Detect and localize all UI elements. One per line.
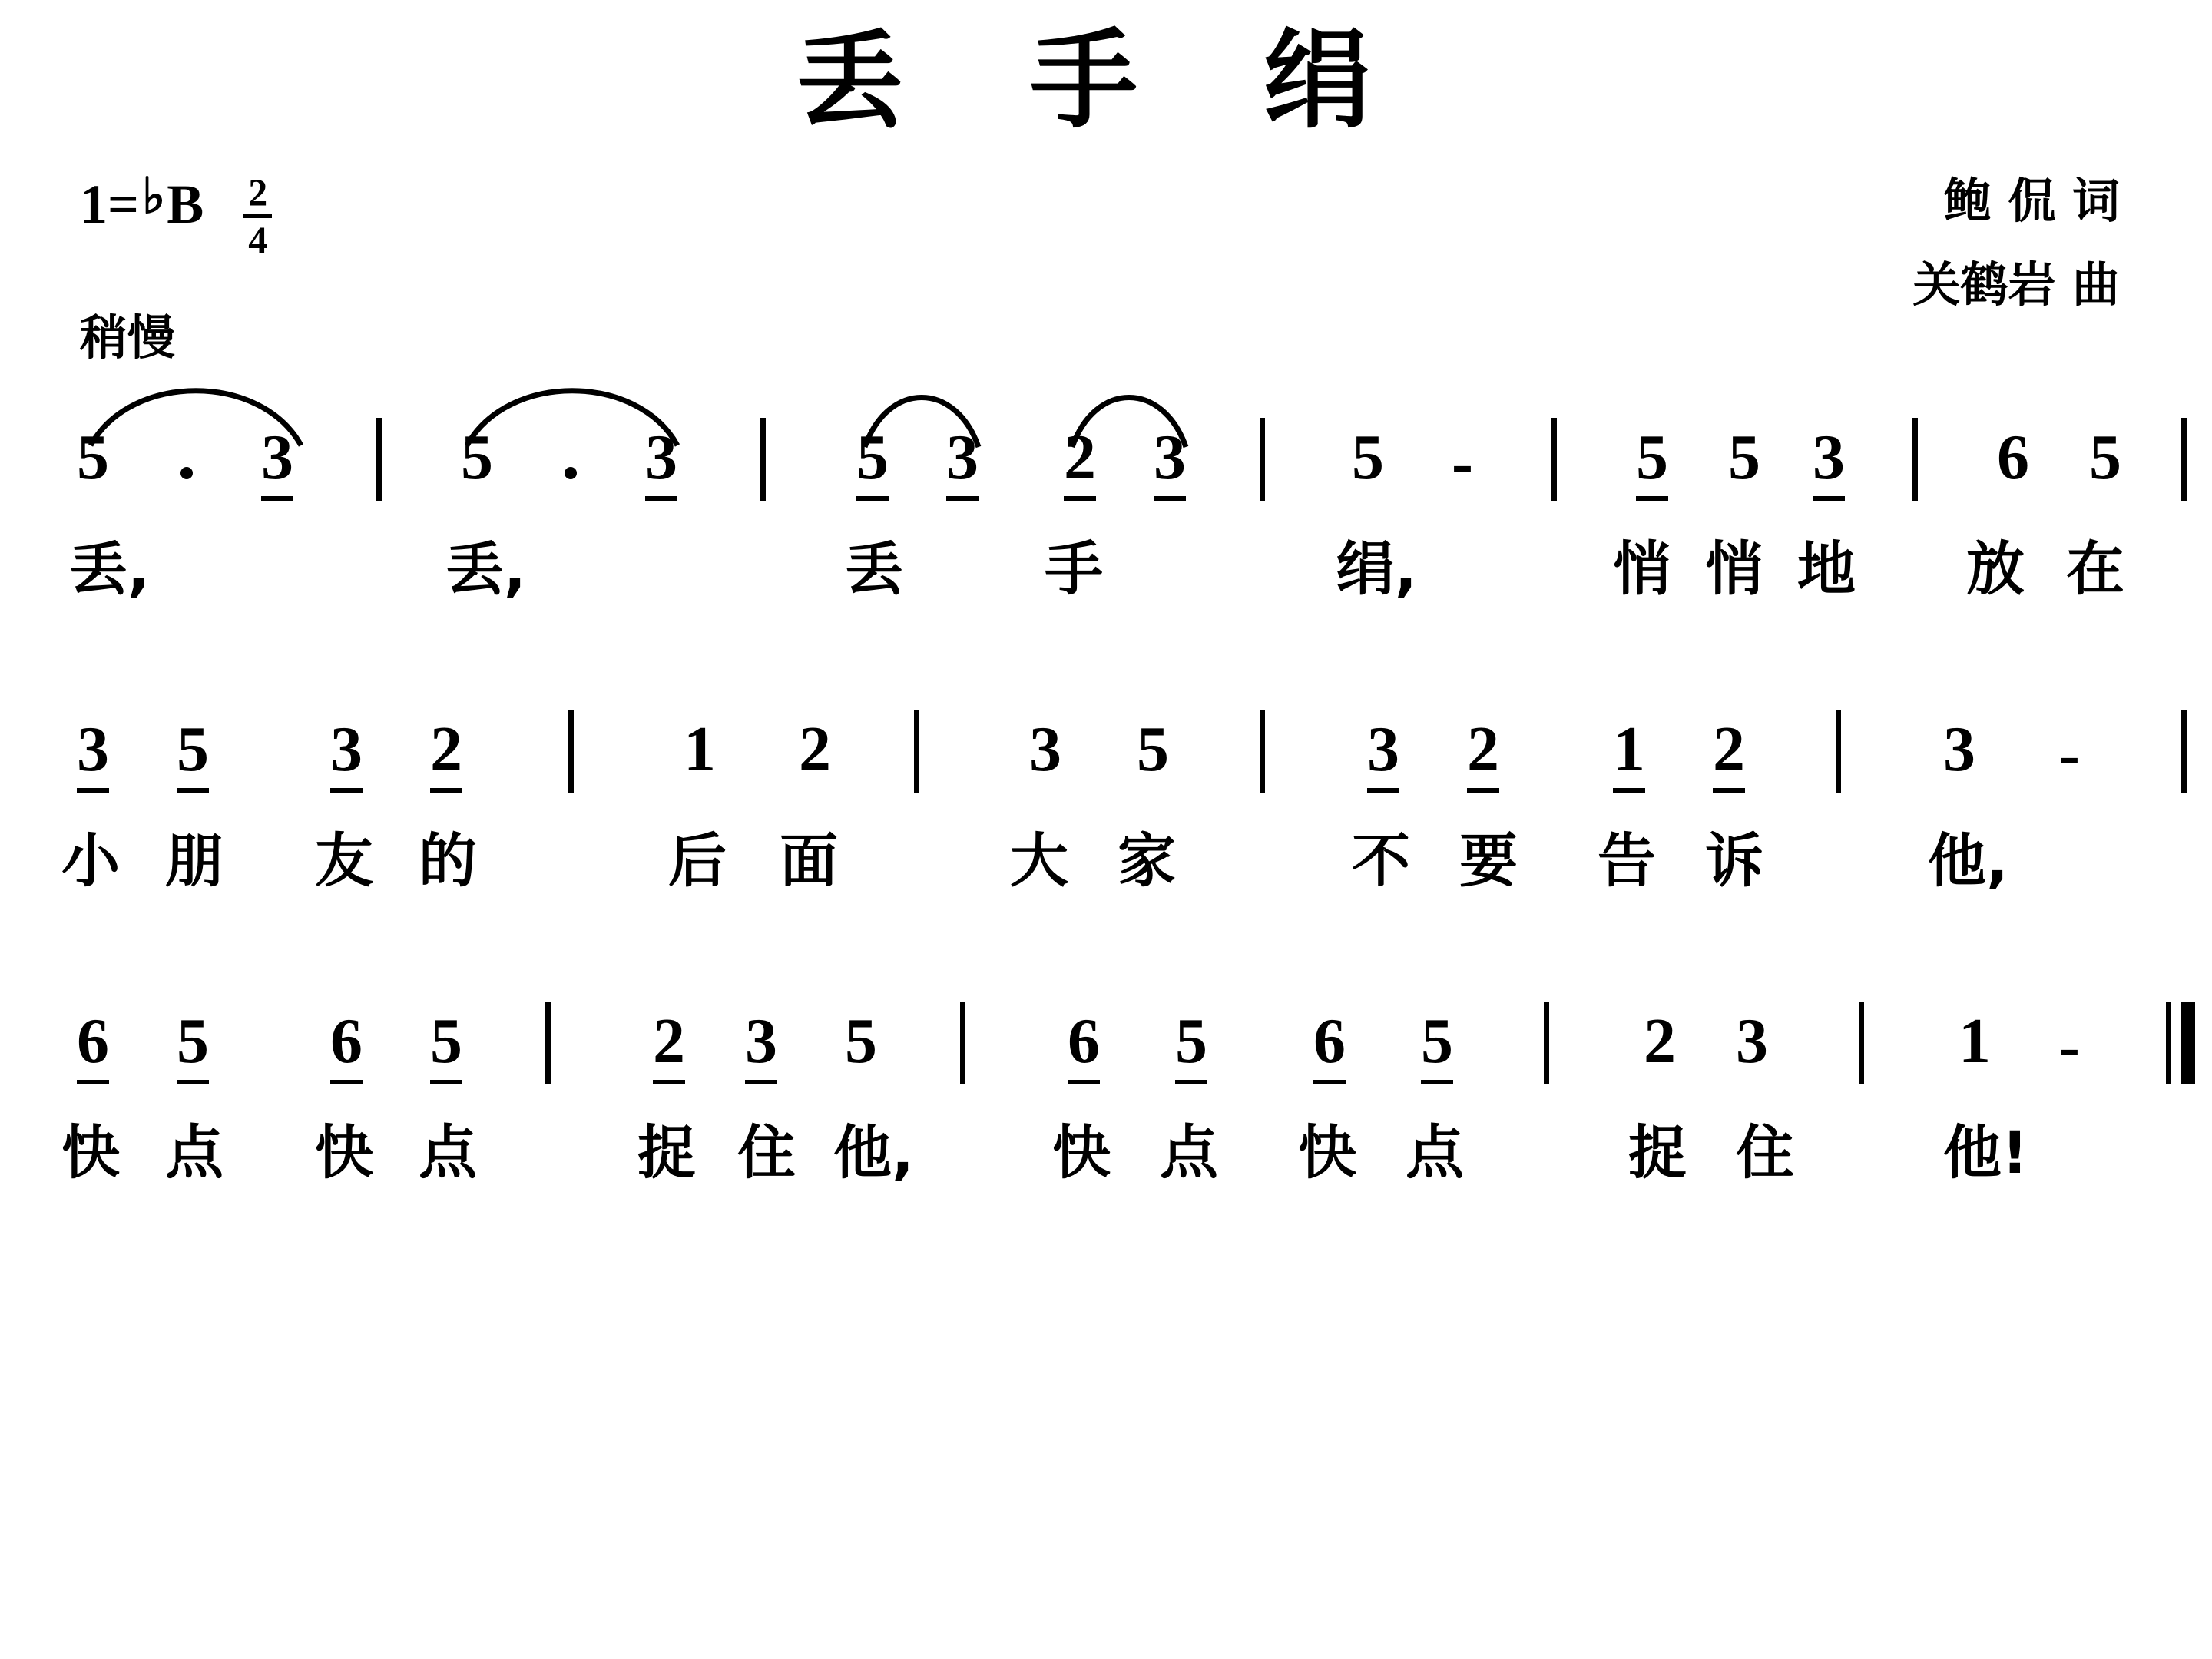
barline	[1836, 710, 1841, 793]
note: 3	[745, 1009, 777, 1084]
meter-denominator: 4	[248, 217, 268, 261]
composer-credit: 关鹤岩 曲	[1912, 256, 2120, 313]
lyric-row-1	[46, 522, 2166, 637]
barline	[1260, 710, 1265, 793]
note-extension-dash: -	[2058, 719, 2080, 790]
note: 5	[77, 422, 109, 493]
lyric-syllable: 他,	[1928, 826, 2008, 895]
note: 3	[1813, 426, 1845, 501]
lyric-syllable: 快	[61, 1118, 120, 1187]
lyric-syllable: 点	[1406, 1118, 1464, 1187]
note-row-2	[46, 699, 2166, 814]
lyric-syllable: 大	[1010, 826, 1068, 895]
lyric-syllable: 小	[61, 826, 120, 895]
lyric-syllable: 住	[737, 1118, 796, 1187]
lyric-syllable: 点	[165, 1118, 224, 1187]
note: 2	[653, 1009, 685, 1084]
note: 3	[77, 717, 109, 793]
note: 2	[1467, 717, 1499, 793]
lyric-syllable: 友	[315, 826, 373, 895]
key-signature	[80, 168, 204, 235]
lyric-syllable: 放	[1966, 535, 2025, 603]
lyric-syllable: 地	[1797, 535, 1856, 603]
lyric-syllable: 住	[1736, 1118, 1794, 1187]
note: 5	[430, 1009, 462, 1084]
barline	[1912, 418, 1918, 501]
lyric-syllable: 丢	[845, 535, 903, 603]
note: 3	[1943, 714, 1975, 785]
lyric-syllable: 悄	[1613, 535, 1671, 603]
lyric-syllable: 朋	[165, 826, 224, 895]
barline	[914, 710, 919, 793]
note-extension-dash: -	[2058, 1011, 2080, 1082]
barline	[1859, 1002, 1864, 1084]
note: 3	[645, 426, 677, 501]
lyric-syllable: 快	[1298, 1118, 1356, 1187]
meter-numerator: 2	[243, 172, 272, 218]
note: 2	[799, 714, 831, 785]
barline	[568, 710, 574, 793]
note: 1	[1959, 1005, 1991, 1077]
note: 3	[1154, 426, 1186, 501]
lyric-syllable: 捉	[1628, 1118, 1687, 1187]
lyric-row-3	[46, 1106, 2166, 1221]
lyric-syllable: 的	[419, 826, 477, 895]
note: 5	[1352, 422, 1384, 493]
note: 6	[330, 1009, 363, 1084]
note: 6	[1997, 422, 2029, 493]
barline	[1544, 1002, 1549, 1084]
note: 6	[77, 1009, 109, 1084]
note: 5	[856, 426, 889, 501]
note: 3	[261, 426, 293, 501]
lyric-syllable: 告	[1598, 826, 1656, 895]
key-letter: B	[167, 174, 204, 235]
augmentation-dot-icon	[565, 467, 577, 479]
note: 3	[1029, 714, 1061, 785]
note: 5	[845, 1005, 877, 1077]
lyric-syllable: 丢,	[69, 535, 150, 603]
lyricist-credit: 鲍 侃 词	[1943, 173, 2120, 229]
barline	[1551, 418, 1557, 501]
note-row-3	[46, 991, 2166, 1106]
note: 5	[461, 422, 493, 493]
note: 2	[1713, 717, 1745, 793]
note: 3	[1367, 717, 1399, 793]
note: 5	[1421, 1009, 1453, 1084]
note: 3	[330, 717, 363, 793]
note: 5	[177, 1009, 209, 1084]
lyric-syllable: 绢,	[1336, 535, 1417, 603]
page-title: 丢 手 绢	[796, 18, 1416, 144]
music-system-1	[46, 407, 2166, 699]
lyric-syllable: 在	[2066, 535, 2124, 603]
lyric-syllable: 要	[1459, 826, 1518, 895]
time-signature	[243, 172, 272, 260]
flat-symbol: ♭	[142, 168, 166, 224]
note: 5	[1175, 1009, 1207, 1084]
note: 2	[1644, 1005, 1676, 1077]
lyric-syllable: 后	[668, 826, 727, 895]
lyric-syllable: 丢,	[445, 535, 526, 603]
lyric-syllable: 手	[1045, 535, 1103, 603]
barline	[1260, 418, 1265, 501]
note: 5	[1728, 422, 1760, 493]
lyric-syllable: 点	[1160, 1118, 1218, 1187]
key-label: 1=	[80, 174, 140, 235]
music-system-3	[46, 991, 2166, 1283]
tempo-marking: 稍慢	[80, 310, 176, 366]
lyric-syllable: 他,	[833, 1118, 914, 1187]
lyric-syllable: 捉	[637, 1118, 696, 1187]
barline	[2181, 710, 2187, 793]
note-row-1	[46, 407, 2166, 522]
note: 5	[177, 717, 209, 793]
note: 5	[2089, 422, 2121, 493]
barline	[960, 1002, 965, 1084]
lyric-syllable: 快	[315, 1118, 373, 1187]
key-signature-block	[80, 168, 272, 264]
lyric-syllable: 点	[419, 1118, 477, 1187]
note: 3	[1736, 1005, 1768, 1077]
final-barline	[2166, 1002, 2197, 1084]
lyric-syllable: 面	[780, 826, 838, 895]
note: 2	[1064, 426, 1096, 501]
barline	[760, 418, 766, 501]
score-header	[0, 146, 2212, 407]
note: 5	[1636, 426, 1668, 501]
barline	[545, 1002, 551, 1084]
note: 6	[1313, 1009, 1346, 1084]
lyric-syllable: 诉	[1705, 826, 1763, 895]
note: 2	[430, 717, 462, 793]
lyric-syllable: 家	[1118, 826, 1176, 895]
barline	[376, 418, 382, 501]
lyric-syllable: 快	[1052, 1118, 1111, 1187]
note: 1	[1613, 717, 1645, 793]
note: 5	[1137, 714, 1169, 785]
note-extension-dash: -	[1452, 427, 1473, 498]
credits	[1912, 160, 2120, 326]
note: 1	[684, 714, 716, 785]
lyric-syllable: 他!	[1943, 1118, 2028, 1187]
barline	[2181, 418, 2187, 501]
lyric-row-2	[46, 814, 2166, 929]
lyric-syllable: 不	[1352, 826, 1410, 895]
lyric-syllable: 悄	[1705, 535, 1763, 603]
note: 6	[1068, 1009, 1100, 1084]
note: 3	[946, 426, 979, 501]
music-system-2	[46, 699, 2166, 991]
augmentation-dot-icon	[180, 467, 193, 479]
